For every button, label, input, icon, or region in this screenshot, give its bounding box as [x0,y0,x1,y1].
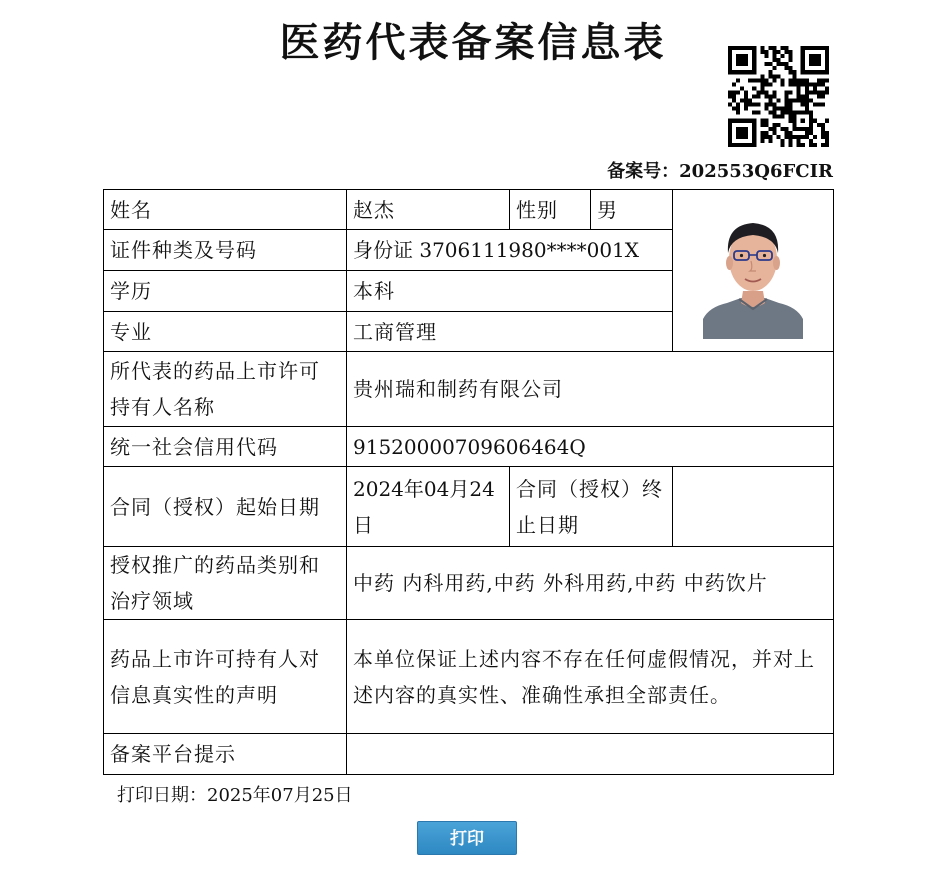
print-button[interactable]: 打印 [417,821,517,855]
page-title: 医药代表备案信息表 [279,19,667,66]
row-holder [104,352,834,427]
holder-label: 所代表的药品上市许可持有人名称 [104,352,347,427]
platform-value [347,734,834,775]
contract-start-value: 2024年04月24日 [347,467,510,547]
id-photo [703,203,803,339]
name-value: 赵杰 [347,190,510,230]
info-table [103,189,834,775]
id-label: 证件种类及号码 [104,230,347,271]
row-credit-code [104,427,834,467]
contract-end-value [673,467,834,547]
education-label: 学历 [104,271,347,312]
photo-cell [673,190,834,352]
holder-value: 贵州瑞和制药有限公司 [347,352,834,427]
credit-code-value: 91520000709606464Q [347,427,834,467]
row-contract [104,467,834,547]
scope-label: 授权推广的药品类别和治疗领域 [104,547,347,620]
record-number-value: 202553Q6FCIR [679,161,833,182]
record-number [607,160,833,184]
gender-label: 性别 [510,190,591,230]
row-declaration [104,620,834,734]
major-label: 专业 [104,312,347,352]
declaration-label: 药品上市许可持有人对信息真实性的声明 [104,620,347,734]
row-name [104,190,834,230]
id-value: 身份证 3706111980****001X [347,230,673,271]
major-value: 工商管理 [347,312,673,352]
qr-code [728,46,829,147]
name-label: 姓名 [104,190,347,230]
contract-end-label: 合同（授权）终止日期 [510,467,673,547]
platform-label: 备案平台提示 [104,734,347,775]
row-scope [104,547,834,620]
gender-value: 男 [591,190,673,230]
declaration-value: 本单位保证上述内容不存在任何虚假情况，并对上述内容的真实性、准确性承担全部责任。 [347,620,834,734]
education-value: 本科 [347,271,673,312]
scope-value: 中药 内科用药,中药 外科用药,中药 中药饮片 [347,547,834,620]
record-number-label: 备案号： [607,161,680,182]
credit-code-label: 统一社会信用代码 [104,427,347,467]
row-platform [104,734,834,775]
print-date-label: 打印日期： [117,785,207,806]
print-date [117,784,353,808]
contract-start-label: 合同（授权）起始日期 [104,467,347,547]
print-date-value: 2025年07月25日 [207,785,353,806]
